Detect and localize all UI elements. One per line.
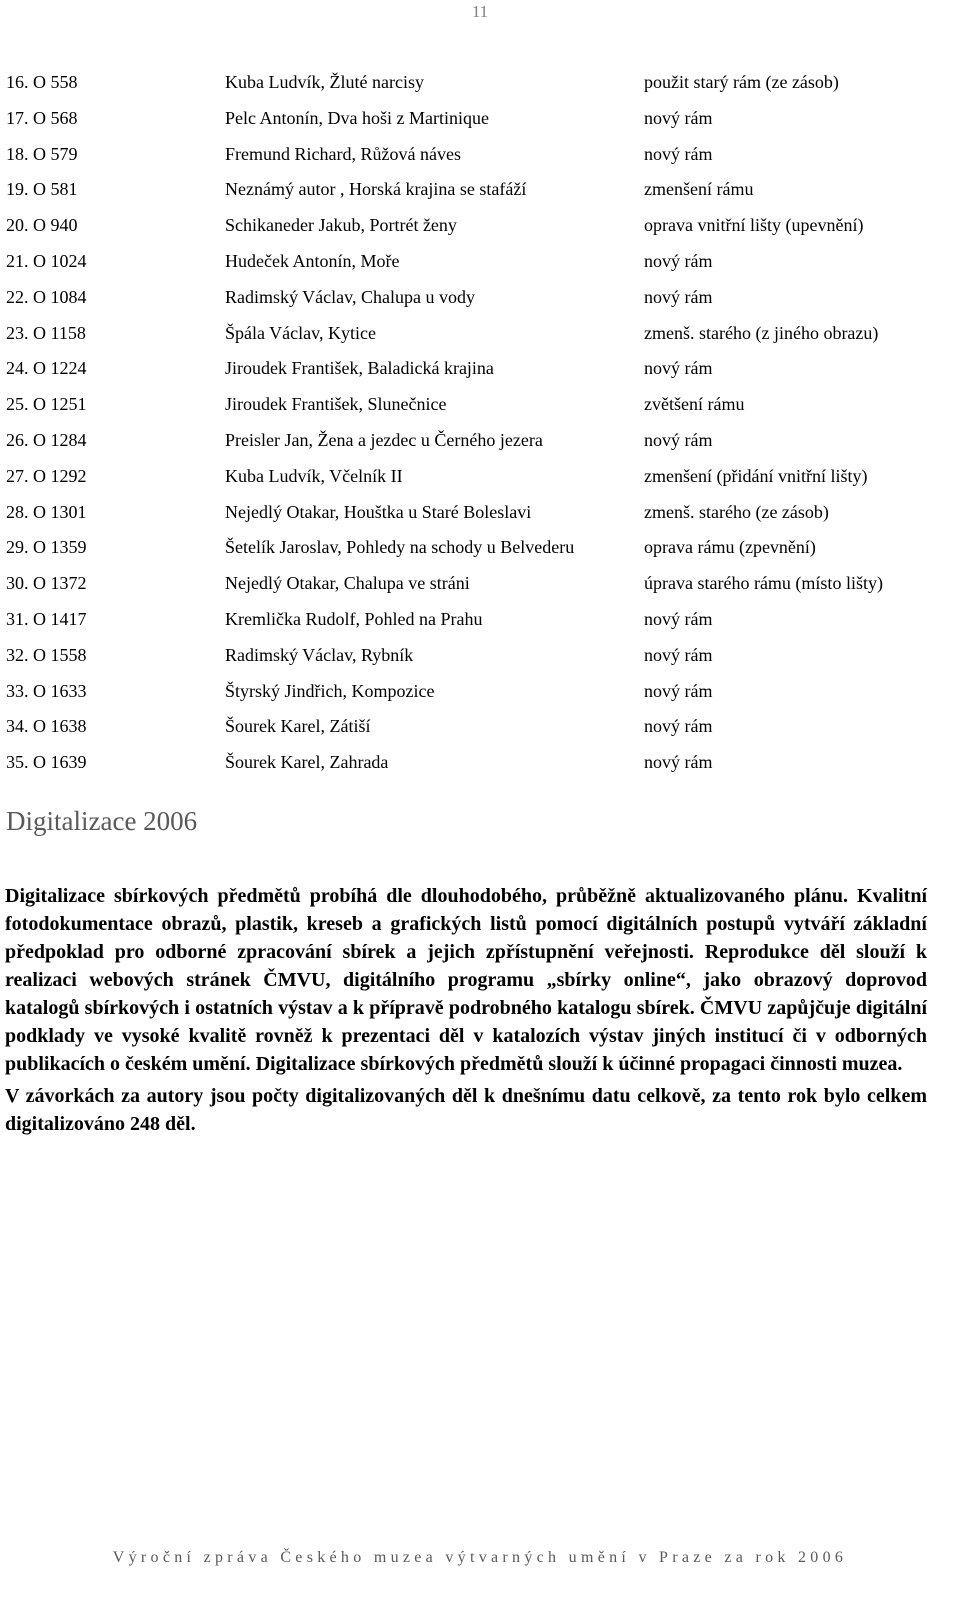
page-number: 11 <box>471 2 489 21</box>
list-item <box>6 712 956 748</box>
item-action: nový rám <box>644 608 713 629</box>
item-number: 16. O 558 <box>6 72 78 92</box>
item-number: 18. O 579 <box>6 143 78 164</box>
item-work: Šourek Karel, Zahrada <box>225 752 389 773</box>
item-number: 26. O 1284 <box>6 429 87 450</box>
item-action: zmenš. starého (ze zásob) <box>644 501 829 522</box>
section-body <box>5 882 927 1142</box>
item-action: nový rám <box>644 644 713 665</box>
item-number: 27. O 1292 <box>6 465 87 486</box>
item-work: Štyrský Jindřich, Kompozice <box>225 680 435 701</box>
item-work: Jiroudek František, Baladická krajina <box>225 358 494 379</box>
body-paragraph: V závorkách za autory jsou počty digitalizovaných děl k dnešnímu datu celkově, za tento rok bylo celkem digitalizováno 248 děl. <box>5 1085 927 1135</box>
item-work: Pelc Antonín, Dva hoši z Martinique <box>225 107 489 128</box>
list-item <box>6 748 956 784</box>
item-work: Kuba Ludvík, Včelník II <box>225 465 403 486</box>
item-number: 22. O 1084 <box>6 286 87 307</box>
item-number: 31. O 1417 <box>6 608 87 629</box>
list-item <box>6 426 956 462</box>
list-item <box>6 677 956 713</box>
item-number: 29. O 1359 <box>6 537 87 558</box>
item-number: 21. O 1024 <box>6 250 87 271</box>
item-action: zmenšení (přidání vnitřní lišty) <box>644 465 868 486</box>
item-work: Nejedlý Otakar, Chalupa ve stráni <box>225 573 470 594</box>
item-work: Špála Václav, Kytice <box>225 322 376 343</box>
item-work: Kuba Ludvík, Žluté narcisy <box>225 72 424 92</box>
list-item <box>6 140 956 176</box>
list-item <box>6 605 956 641</box>
body-paragraph: Digitalizace sbírkových předmětů probíhá dle dlouhodobého, průběžně aktualizovaného plánu. Kvalitní fotodokumentace obrazů, plastik, kreseb a grafických listů pomocí digitálních postupů vytváří základní předpoklad pro odborné zpracování sbírek a jejich zpřístupnění veřejnosti. Reprodukce děl slouží k realizaci webových stránek ČMVU, digitálního programu „sbírky online“, jako obrazový doprovod katalogů sbírkových i ostatních výstav a k přípravě podrobného katalogu sbírek. ČMVU zapůjčuje digitální podklady ve vysoké kvalitě rovněž k prezentaci děl v katalozích výstav jiných institucí či v odborných publikacích o českém umění. Digitalizace sbírkových předmětů slouží k účinné propagaci činnosti muzea. <box>5 885 927 1075</box>
item-number: 23. O 1158 <box>6 322 86 343</box>
item-number: 25. O 1251 <box>6 394 87 415</box>
item-work: Radimský Václav, Rybník <box>225 644 414 665</box>
list-item <box>6 211 956 247</box>
restoration-list <box>6 68 956 784</box>
item-action: zvětšení rámu <box>644 394 745 415</box>
item-action: nový rám <box>644 143 713 164</box>
list-item <box>6 104 956 140</box>
list-item <box>6 319 956 355</box>
item-action: nový rám <box>644 429 713 450</box>
item-number: 35. O 1639 <box>6 752 87 773</box>
item-number: 17. O 568 <box>6 107 78 128</box>
item-action: úprava starého rámu (místo lišty) <box>644 573 883 594</box>
item-number: 34. O 1638 <box>6 716 87 737</box>
item-action: použit starý rám (ze zásob) <box>644 72 839 92</box>
list-item <box>6 462 956 498</box>
list-item <box>6 390 956 426</box>
item-number: 19. O 581 <box>6 179 78 200</box>
item-action: oprava rámu (zpevnění) <box>644 537 816 558</box>
item-action: nový rám <box>644 752 713 773</box>
item-work: Nejedlý Otakar, Houštka u Staré Boleslavi <box>225 501 532 522</box>
list-item <box>6 533 956 569</box>
item-action: nový rám <box>644 716 713 737</box>
item-work: Schikaneder Jakub, Portrét ženy <box>225 215 457 236</box>
item-work: Fremund Richard, Růžová náves <box>225 143 461 164</box>
item-action: nový rám <box>644 358 713 379</box>
list-item <box>6 68 956 104</box>
item-action: nový rám <box>644 680 713 701</box>
item-work: Šourek Karel, Zátiší <box>225 716 371 737</box>
item-number: 24. O 1224 <box>6 358 87 379</box>
item-work: Kremlička Rudolf, Pohled na Prahu <box>225 608 483 629</box>
item-number: 33. O 1633 <box>6 680 87 701</box>
item-action: nový rám <box>644 250 713 271</box>
list-item <box>6 569 956 605</box>
item-number: 20. O 940 <box>6 215 78 236</box>
item-number: 30. O 1372 <box>6 573 87 594</box>
item-work: Šetelík Jaroslav, Pohledy na schody u Belvederu <box>225 537 575 558</box>
item-work: Radimský Václav, Chalupa u vody <box>225 286 475 307</box>
section-title: Digitalizace 2006 <box>6 806 198 836</box>
item-work: Jiroudek František, Slunečnice <box>225 394 447 415</box>
item-action: nový rám <box>644 286 713 307</box>
list-item <box>6 283 956 319</box>
item-action: nový rám <box>644 107 713 128</box>
item-work: Hudeček Antonín, Moře <box>225 250 400 271</box>
item-action: zmenš. starého (z jiného obrazu) <box>644 322 879 343</box>
item-action: zmenšení rámu <box>644 179 754 200</box>
list-item <box>6 247 956 283</box>
list-item <box>6 354 956 390</box>
item-action: oprava vnitřní lišty (upevnění) <box>644 215 864 236</box>
item-work: Neznámý autor , Horská krajina se stafáží <box>225 179 527 200</box>
list-item <box>6 641 956 677</box>
item-number: 28. O 1301 <box>6 501 87 522</box>
page-footer: Výroční zpráva Českého muzea výtvarných umění v Praze za rok 2006 <box>112 1549 848 1566</box>
list-item <box>6 175 956 211</box>
item-number: 32. O 1558 <box>6 644 87 665</box>
list-item <box>6 498 956 534</box>
item-work: Preisler Jan, Žena a jezdec u Černého jezera <box>225 429 543 450</box>
